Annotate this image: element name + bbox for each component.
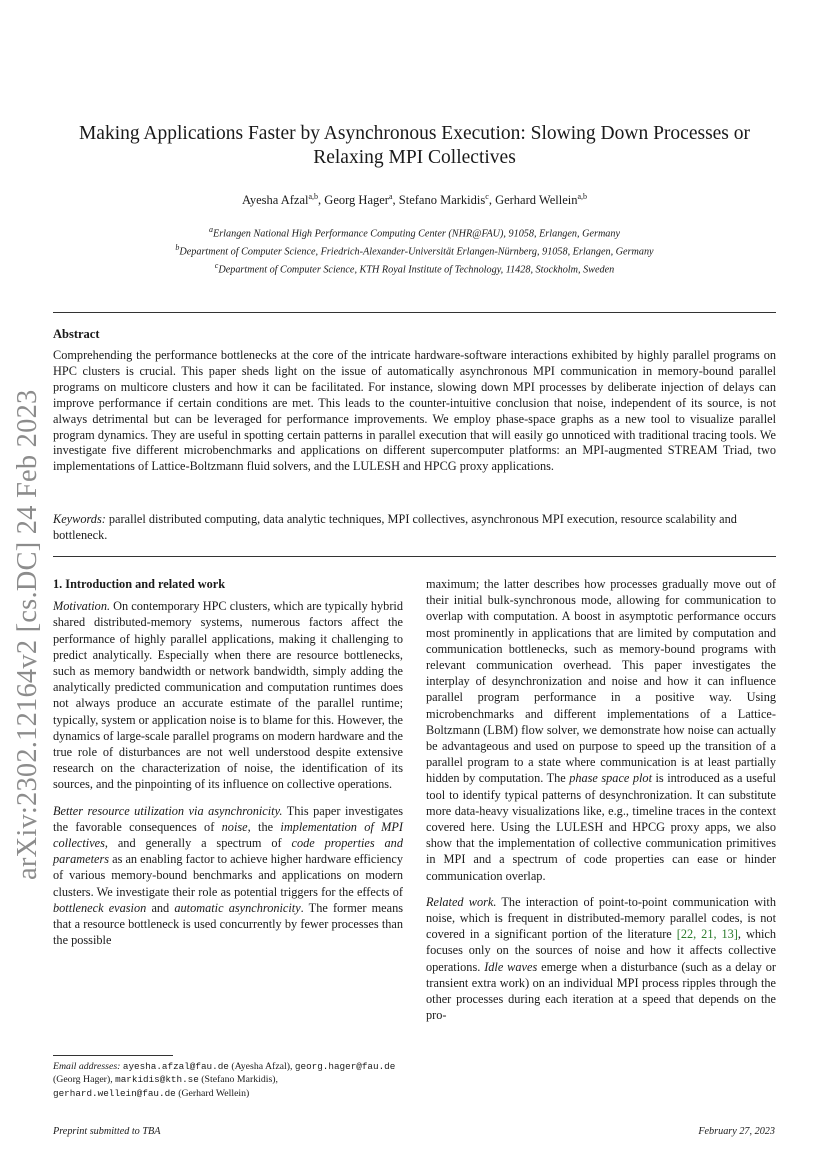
abstract-text: Comprehending the performance bottlenecks at the core of the intricate hardware-software interactions exhibited by highly parallel programs on HPC clusters is crucial. This paper sheds light on the issue of automatically asynchronous MPI communication in memory-bound parallel programs on multicore clusters and how it can be facilitated. For instance, slowing down MPI processes by deliberate injection of delays can improve performance if certain conditions are met. This leads to the counter-intuitive conclusion that noise, independent of its source, is not always detrimental but can be leveraged for performance improvements. We employ phase-space graphs as a new tool to visualize parallel program dynamics. They are useful in spotting certain patterns in parallel execution that will easily go unnoticed with traditional tracing tools. We investigate five different microbenchmarks and applications on different supercomputer platforms: an MPI-augmented STREAM Triad, two implementations of Lattice-Boltzmann fluid solvers, and the LULESH and HPCG proxy applications. [53,348,776,474]
paragraph-continued [426,576,776,884]
citation-link[interactable]: [22, 21, 13] [676,927,738,942]
keywords-text: parallel distributed computing, data analytic techniques, MPI collectives, asynchronous MPI execution, resource scalability and bottleneck. [53,512,737,542]
author-name: Gerhard Wellein [495,193,578,208]
paragraph-related-work [426,894,776,1024]
author-affil-mark: a [388,192,393,201]
emphasis: automatic asynchronicity [174,900,301,915]
section-heading: 1. Introduction and related work [53,577,226,591]
emphasis: implementation of MPI collectives [53,819,403,851]
paragraph-text: as an enabling factor to achieve higher hardware efficiency of various memory-bound benchmarks and applications on modern clusters. We investigate their role as potential triggers for the effects of [53,852,403,899]
affil-mark: b [175,242,180,252]
email-owner: (Ayesha Afzal), [231,1061,293,1072]
emphasis: phase space plot [569,771,652,786]
title-line-2: Relaxing MPI Collectives [313,147,516,168]
paragraph-text: is introduced as a useful tool to identify typical patterns of desynchronization. It can substitute more data-heavy visualizations like, e.g., timeline traces in the context covered here. Using the LULESH and HPCG proxy apps, we also show that the implementation of collective communication primitives in MPI and a spectrum of code properties can ease or hinder communication overlap. [426,771,777,883]
paragraph-text: , and generally a spectrum of [104,836,282,851]
author-name: Ayesha Afzal [241,193,309,208]
paragraph-lead: Better resource utilization via asynchronicity. [53,803,283,818]
affil-text: Department of Computer Science, Friedrich-Alexander-Universität Erlangen-Nürnberg, 91058, Erlangen, Germany [179,246,654,258]
paragraph-text: maximum; the latter describes how processes gradually move out of their initial bulk-synchronous mode, allowing for communication to overlap with computation. A boost in asymptotic performance occurs most prominently in applications that are limited by computation and communication bottlenecks, such as memory-bound programs with relevant communication overhead. This paper investigates the interplay of desynchronization and noise and how it can influence parallel program performance in a positive way. Using microbenchmarks and different implementations of a Lattice-Boltzmann (LBM) flow solver, we demonstrate how noise can actually be advantageous and used on purpose to speed up the transition of a parallel program to a state where communication is at least partially hidden by computation. The [426,577,776,786]
email-owner: (Stefano Markidis), [201,1074,278,1086]
emphasis: code properties and parameters [53,836,403,867]
email-link[interactable]: markidis@kth.se [115,1074,199,1086]
author-name: Georg Hager [324,193,389,208]
title-line-1: Making Applications Faster by Asynchronous Execution: Slowing Down Processes or [78,123,751,144]
emphasis: noise [221,819,248,834]
paragraph-lead: Motivation. [53,599,111,614]
emphasis: Idle waves [484,959,538,974]
affiliation-list [53,223,776,277]
paragraph-text: , the [247,819,274,834]
abstract-divider [53,556,776,557]
paragraph-text: This paper investigates the favorable consequences of [53,803,403,834]
keywords [53,511,776,543]
author-affil-mark: a,b [308,192,319,201]
author-affil-mark: a,b [577,192,588,201]
footnote-emails [53,1060,403,1100]
paragraph-text: . The former means that a resource bottleneck is used concurrently by fewer processes than the possible [53,900,404,948]
affiliation [53,223,776,241]
arxiv-identifier: arXiv:2302.12164v2 [cs.DC] 24 Feb 2023 [12,389,43,880]
footnote-divider [53,1055,173,1056]
footer-preprint-note: Preprint submitted to TBA [53,1126,161,1137]
email-owner: (Gerhard Wellein) [178,1087,250,1099]
top-divider [53,312,776,313]
author-name: Stefano Markidis [398,193,486,208]
abstract-heading: Abstract [53,327,100,341]
paper-title [53,122,776,170]
paragraph-motivation [53,598,403,792]
author-affil-mark: c [485,192,489,201]
affiliation [53,241,776,259]
paragraph-text: and [151,900,170,915]
right-column [426,576,776,1033]
email-link[interactable]: ayesha.afzal@fau.de [122,1061,229,1072]
footer-date: February 27, 2023 [698,1126,775,1137]
affil-text: Department of Computer Science, KTH Royal Institute of Technology, 11428, Stockholm, Sweden [218,264,615,276]
email-link[interactable]: gerhard.wellein@fau.de [53,1087,176,1099]
keywords-label: Keywords: [53,512,106,526]
paragraph-text: On contemporary HPC clusters, which are typically hybrid shared distributed-memory systems, numerous factors affect the performance of highly parallel applications, making it challenging to predict analytically. Especially when there are resource bottlenecks, such as memory bandwidth or network bandwidth, simply adding the analytically predicted communication and computation runtimes does not always produce an accurate estimate of the parallel runtime; typically, system or application noise is to blame for this. However, the dynamics of large-scale parallel programs on modern hardware and the true role of disturbances are not well understood despite extensive research on the characterization of noise, the identification of its sources, and the pinpointing of its influence on collective operations. [53,599,403,792]
left-column [53,576,403,958]
emphasis: bottleneck evasion [53,900,147,915]
affiliation [53,259,776,277]
paragraph-text: emerge when a disturbance (such as a delay or transient extra work) on an individual MPI process ripples through the other processes during each iteration at a speed that depends on the pro- [426,959,776,1023]
paragraph-text: , which focuses only on the sources of noise and how it affects collective operations. [426,927,776,974]
email-owner: (Georg Hager), [53,1074,113,1086]
affil-mark: a [208,225,213,234]
author-list: Ayesha Afzal$^{a,b}$, Georg Hager$^a$, Stefano Markidis$^c$, Gerhard Wellein$^{a,b}$ [241,192,588,208]
paragraph-resource-utilization [53,803,403,949]
email-link[interactable]: georg.hager@fau.de [294,1061,396,1072]
affil-text: Erlangen National High Performance Computing Center (NHR@FAU), 91058, Erlangen, Germany [212,228,621,240]
paragraph-lead: Related work. [426,894,497,909]
affil-mark: c [214,260,219,270]
paragraph-text: The interaction of point-to-point communication with noise, which is frequent in distributed-memory parallel codes, is not covered in a significant portion of the literature [426,894,776,942]
footnote-label: Email addresses: [53,1061,121,1072]
